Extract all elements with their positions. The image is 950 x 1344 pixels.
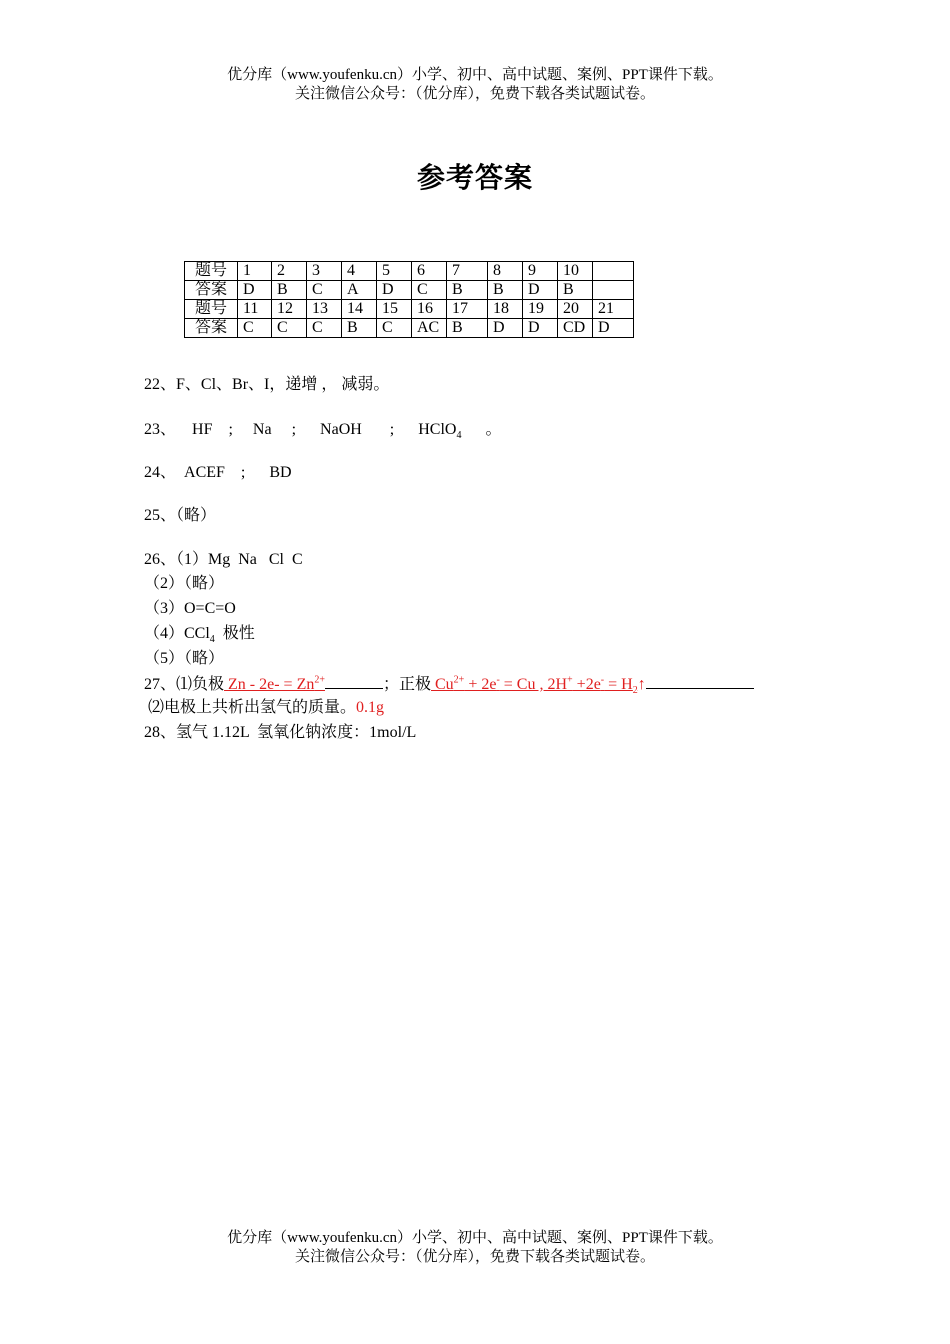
table-cell: 17 (447, 300, 488, 319)
footer-line-2: 关注微信公众号：（优分库），免费下载各类试题试卷。 (294, 1249, 655, 1265)
table-cell: 1 (238, 262, 272, 281)
table-cell: 9 (523, 262, 558, 281)
page-footer (0, 1229, 950, 1267)
header-line-2: 关注微信公众号：（优分库），免费下载各类试题试卷。 (294, 86, 655, 102)
table-cell: CD (558, 319, 593, 338)
table-cell: D (523, 319, 558, 338)
table-cell: A (342, 281, 377, 300)
row-label: 题号 (185, 300, 238, 319)
table-cell (593, 262, 634, 281)
table-cell: C (412, 281, 447, 300)
table-cell: B (272, 281, 307, 300)
table-cell: 20 (558, 300, 593, 319)
header-line-1: 优分库（www.youfenku.cn）小学、初中、高中试题、案例、PPT课件下载。 (227, 67, 723, 83)
answer-26-line-3: （3）O=C=O (144, 600, 236, 617)
page-header (0, 66, 950, 104)
table-cell: D (488, 319, 523, 338)
q23-d-sub: 4 (456, 430, 462, 442)
answer-25: 25、（略） (144, 507, 217, 524)
table-cell: B (447, 319, 488, 338)
q23-end: 。 (485, 421, 502, 438)
table-cell: 21 (593, 300, 634, 319)
table-cell: 4 (342, 262, 377, 281)
blank-underline (646, 674, 754, 689)
q27-mid: ；正极 (382, 676, 431, 693)
table-cell: 6 (412, 262, 447, 281)
table-cell: C (307, 281, 342, 300)
q26-l4-a: （4）CCl (144, 625, 210, 642)
answer-26-line-5: （5）（略） (144, 650, 225, 667)
row-label: 答案 (185, 319, 238, 338)
table-cell: 8 (488, 262, 523, 281)
footer-line-1: 优分库（www.youfenku.cn）小学、初中、高中试题、案例、PPT课件下载。 (227, 1230, 723, 1246)
q23-a: HF (192, 421, 213, 438)
answer-26-line-4 (144, 624, 255, 644)
blank-underline (325, 674, 383, 689)
row-label: 题号 (185, 262, 238, 281)
answer-23: 23、 HF ; Na ; NaOH ; HClO$_4$ 。 (144, 421, 502, 442)
row-label: 答案 (185, 281, 238, 300)
table-cell: C (238, 319, 272, 338)
table-cell: C (377, 319, 412, 338)
table-cell: B (558, 281, 593, 300)
table-cell: C (307, 319, 342, 338)
q24-prefix: 24、 (144, 464, 177, 481)
table-cell: C (272, 319, 307, 338)
table-cell: 5 (377, 262, 412, 281)
table-row (185, 262, 634, 281)
answer-table (184, 261, 634, 338)
table-cell: D (523, 281, 558, 300)
table-cell: D (593, 319, 634, 338)
table-cell: B (342, 319, 377, 338)
q23-prefix: 23、 (144, 421, 177, 438)
table-row (185, 319, 634, 338)
answer-28: 28、氢气 1.12L 氢氧化钠浓度：1mol/L (144, 724, 417, 741)
table-cell: 19 (523, 300, 558, 319)
page-title: 参考答案 (416, 163, 533, 194)
answer-26-line-2: （2）（略） (144, 575, 225, 592)
q24-b: BD (269, 464, 292, 481)
table-cell: D (238, 281, 272, 300)
answer-27-line-2 (144, 698, 384, 718)
q23-d: HClO (418, 421, 457, 438)
table-cell: B (447, 281, 488, 300)
table-cell: 10 (558, 262, 593, 281)
q27-l2-value: 0.1g (356, 699, 385, 716)
table-cell: 3 (307, 262, 342, 281)
q26-l4-sub: 4 (209, 634, 215, 646)
table-cell: 2 (272, 262, 307, 281)
table-cell (593, 281, 634, 300)
table-row (185, 300, 634, 319)
answer-27-line-1 (144, 674, 754, 695)
q27-prefix: 27、⑴负极 (144, 676, 225, 693)
q27-l2-text: ⑵电极上共析出氢气的质量。 (148, 699, 357, 716)
table-cell: 16 (412, 300, 447, 319)
q27-negative-electrode: $Zn - 2e- = Zn^{2+}$ (224, 674, 325, 693)
q27-positive-electrode: $Cu^{2+} + 2e^- = Cu$ , $2H^+ +2e^- = H_2↑$ (431, 674, 646, 697)
q24-a: ACEF (184, 464, 225, 481)
table-cell: D (377, 281, 412, 300)
q23-c: NaOH (320, 421, 362, 438)
table-cell: 18 (488, 300, 523, 319)
up-arrow-icon: ↑ (637, 676, 646, 693)
table-cell: 15 (377, 300, 412, 319)
q26-l4-b: 极性 (214, 625, 255, 642)
table-row (185, 281, 634, 300)
answer-24: 24、 ACEF ; BD (144, 464, 292, 481)
table-cell: 13 (307, 300, 342, 319)
table-cell: 12 (272, 300, 307, 319)
table-cell: 14 (342, 300, 377, 319)
table-cell: B (488, 281, 523, 300)
answer-22: 22、F、Cl、Br、I，递增 ， 减弱。 (144, 376, 390, 393)
table-cell: AC (412, 319, 447, 338)
q23-b: Na (252, 421, 272, 438)
answer-26-line-1: 26、（1）Mg Na Cl C (144, 551, 303, 568)
table-cell: 11 (238, 300, 272, 319)
table-cell: 7 (447, 262, 488, 281)
